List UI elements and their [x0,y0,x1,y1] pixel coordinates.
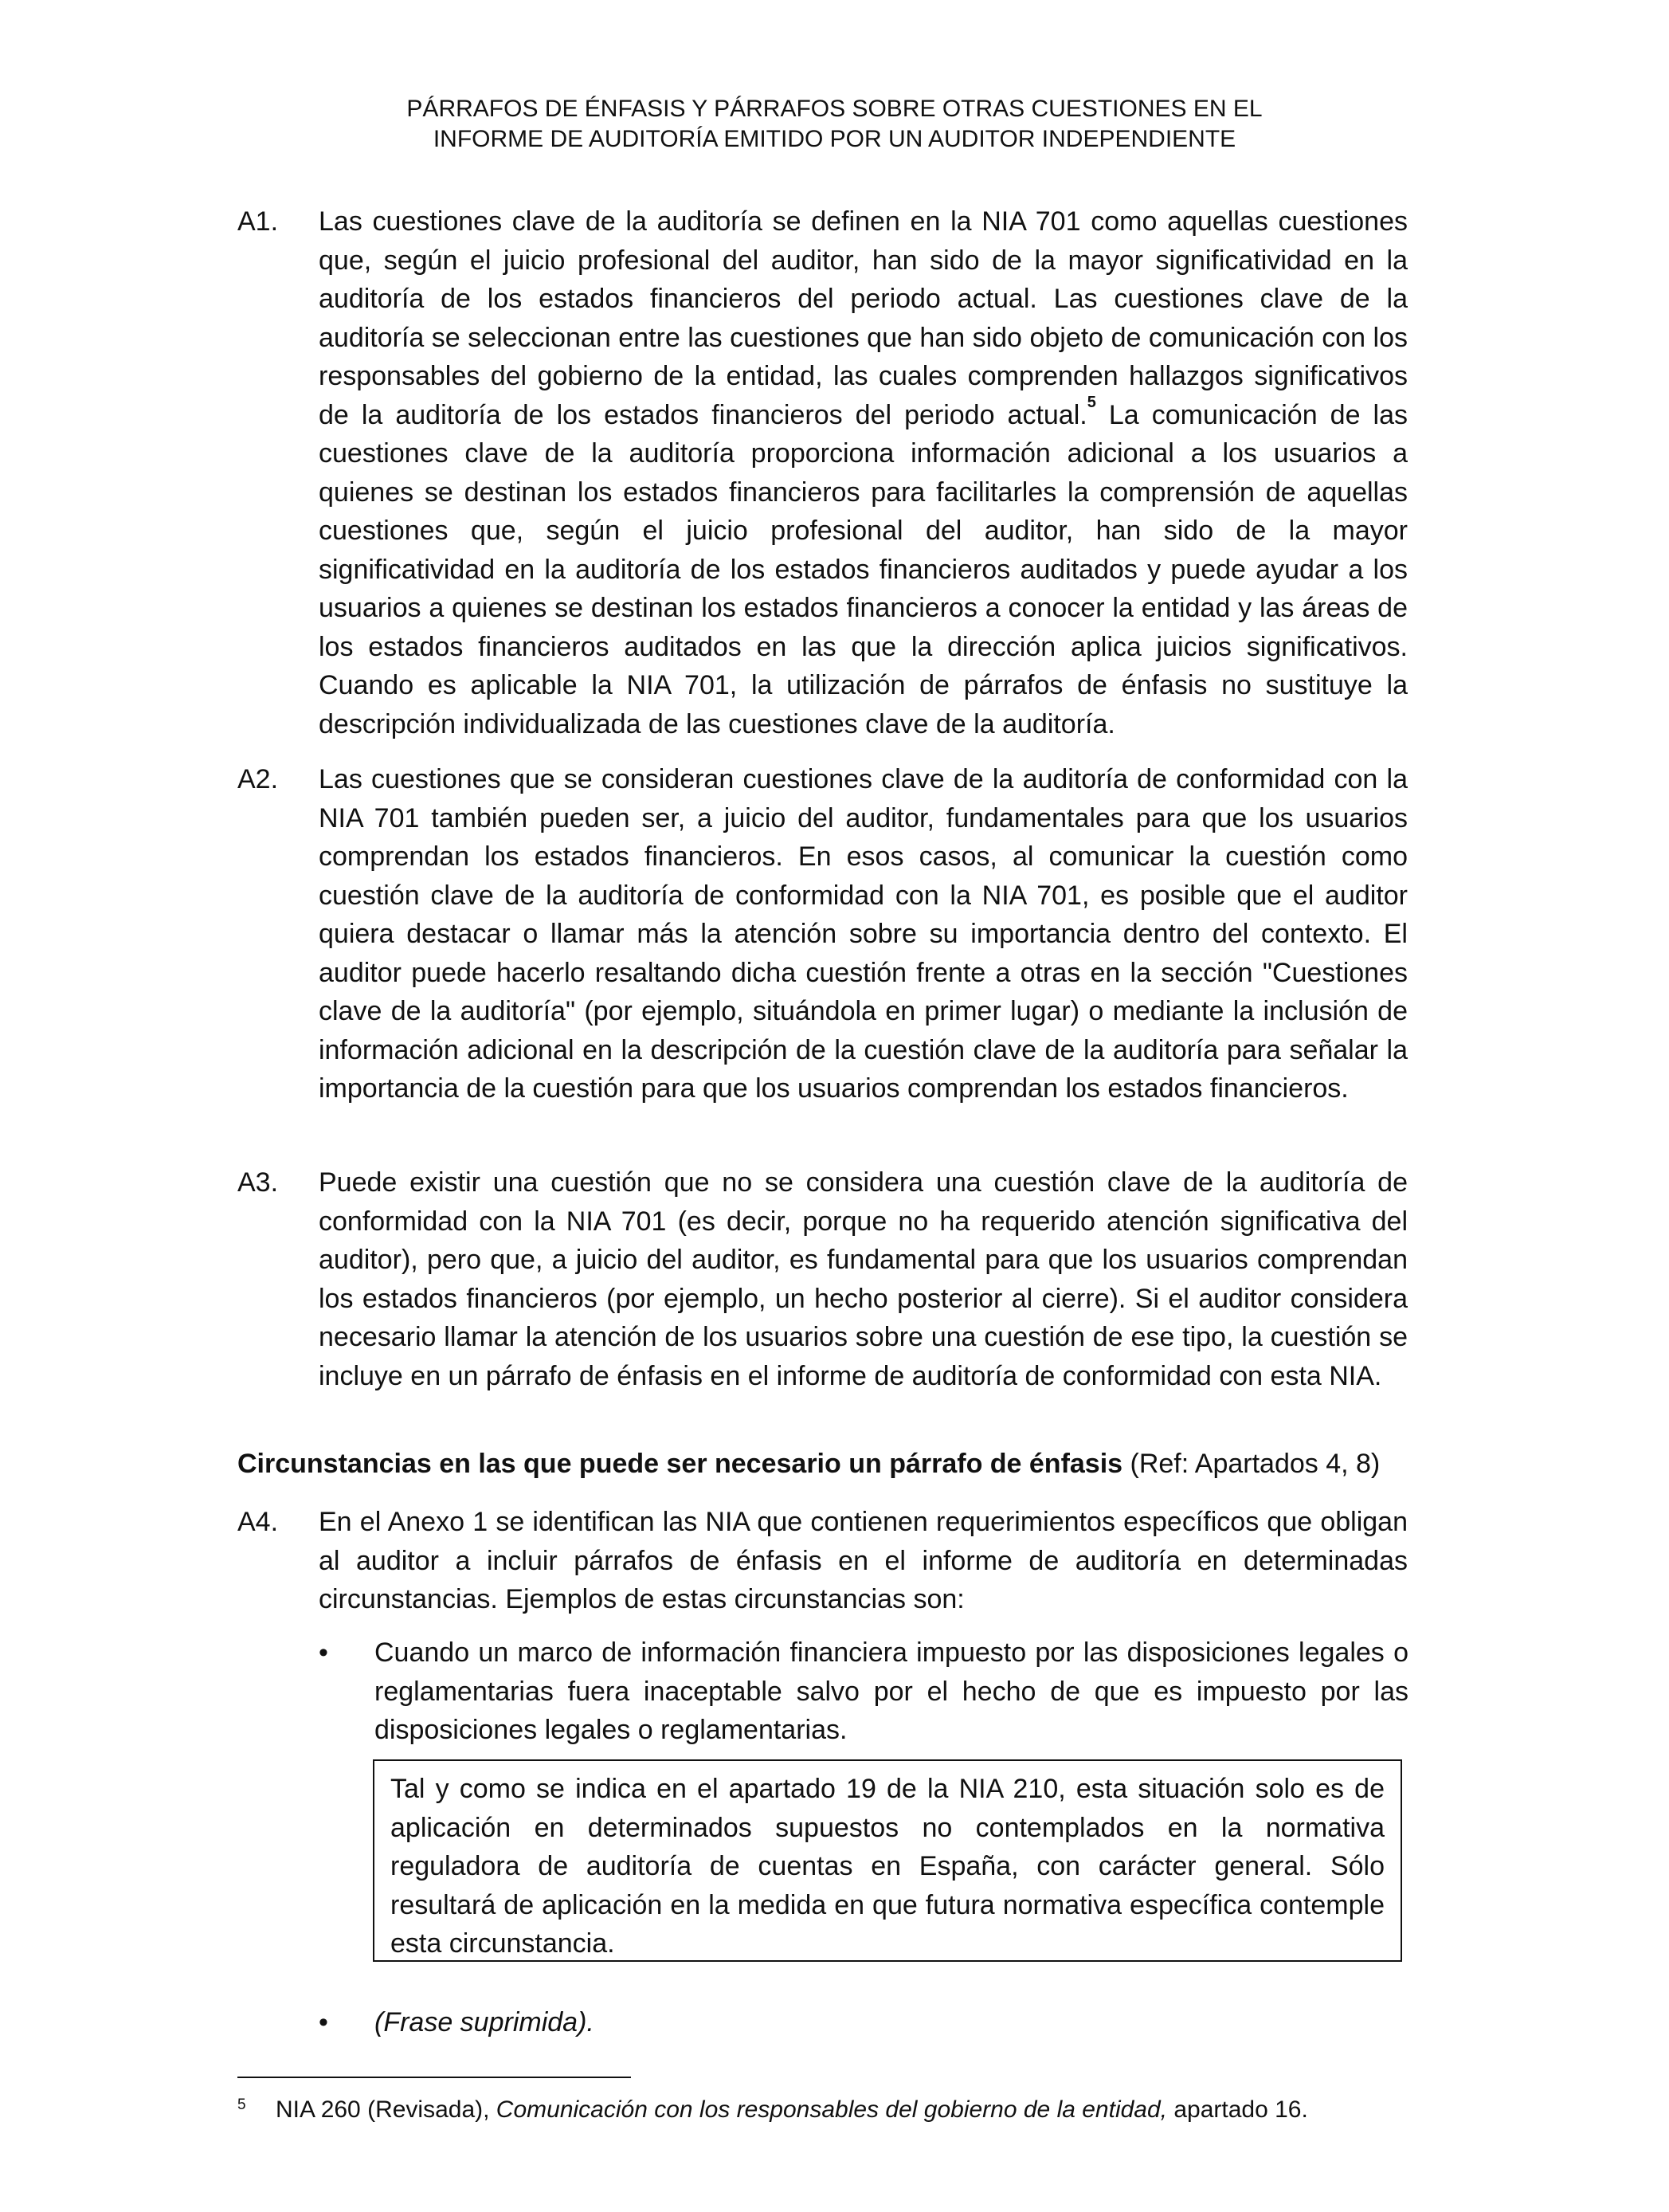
bullet-symbol: • [319,2007,328,2037]
paragraph-text [319,202,1408,743]
section-heading [237,1445,1380,1483]
section-heading-title: Circunstancias en las que puede ser necesario un párrafo de énfasis [237,1449,1123,1479]
bullet-text: (Frase suprimida). [374,2007,594,2037]
paragraph-text: En el Anexo 1 se identifican las NIA que contienen requerimientos específicos que obligan al auditor a incluir párrafos de énfasis en el informe de auditoría en determinadas circunstancias. Ejemplos de estas circunstancias son: [319,1507,1408,1614]
bullet-text: Cuando un marco de información financiera impuesto por las disposiciones legales o reglamentarias fuera inaceptable salvo por el hecho de que es impuesto por las disposiciones legales o reglamentarias. [374,1637,1408,1745]
footnote-number: 5 [237,2096,246,2113]
boxed-note: Tal y como se indica en el apartado 19 de la NIA 210, esta situación solo es de aplicación en determinados supuestos no contemplados en la normativa reguladora de auditoría de cuentas en España, con carácter general. Sólo resultará de aplicación en la medida en que futura normativa específica contemple esta circunstancia. [373,1759,1402,1962]
paragraph-number: A3. [237,1167,279,1198]
footnote-title: Comunicación con los responsables del gobierno de la entidad, [496,2096,1168,2123]
page-header [0,94,1669,155]
bullet-text-wrap [374,2003,1408,2042]
paragraph-text: Puede existir una cuestión que no se considera una cuestión clave de la auditoría de conformidad con la NIA 701 (es decir, porque no ha requerido atención significativa del auditor), pero que, a juicio del auditor, es fundamental para que los usuarios comprendan los estados financieros (por ejemplo, un hecho posterior al cierre). Si el auditor considera necesario llamar la atención de los usuarios sobre una cuestión de ese tipo, la cuestión se incluye en un párrafo de énfasis en el informe de auditoría de conformidad con esta NIA. [319,1167,1408,1391]
section-heading-reference: (Ref: Apartados 4, 8) [1122,1449,1381,1479]
paragraph-number: A2. [237,764,279,794]
header-line-2: INFORME DE AUDITORÍA EMITIDO POR UN AUDITOR INDEPENDIENTE [433,126,1236,152]
paragraph-text-part: Las cuestiones clave de la auditoría se definen en la NIA 701 como aquellas cuestiones que, según el juicio profesional del auditor, han sido de la mayor significatividad en la auditoría de los estados financieros del periodo actual. Las cuestiones clave de la auditoría se seleccionan entre las cuestiones que han sido objeto de comunicación con los responsables del gobierno de la entidad, las cuales comprenden hallazgos significativos de la auditoría de los estados financieros del periodo actual. [319,206,1408,430]
paragraph-text: Las cuestiones que se consideran cuestiones clave de la auditoría de conformidad con la NIA 701 también pueden ser, a juicio del auditor, fundamentales para que los usuarios comprendan los estados financieros. En esos casos, al comunicar la cuestión como cuestión clave de la auditoría de conformidad con la NIA 701, es posible que el auditor quiera destacar o llamar más la atención sobre su importancia dentro del contexto. El auditor puede hacerlo resaltando dicha cuestión frente a otras en la sección "Cuestiones clave de la auditoría" (por ejemplo, situándola en primer lugar) o mediante la inclusión de información adicional en la descripción de la cuestión clave de la auditoría para señalar la importancia de la cuestión para que los usuarios comprendan los estados financieros. [319,764,1408,1104]
footnote-text [276,2094,1308,2126]
paragraph-text-part: La comunicación de las cuestiones clave de la auditoría proporciona información adicional a los usuarios a quienes se destinan los estados financieros para facilitarles la comprensión de aquellas cuestiones que, según el juicio profesional del auditor, han sido de la mayor significatividad en la auditoría de los estados financieros auditados y puede ayudar a los usuarios a quienes se destinan los estados financieros a conocer la entidad y las áreas de los estados financieros auditados en las que la dirección aplica juicios significativos. Cuando es aplicable la NIA 701, la utilización de párrafos de énfasis no sustituye la descripción individualizada de las cuestiones clave de la auditoría. [319,399,1408,739]
bullet-symbol: • [319,1637,328,1668]
header-line-1: PÁRRAFOS DE ÉNFASIS Y PÁRRAFOS SOBRE OTRAS CUESTIONES EN EL [406,96,1263,122]
footnote-suffix: apartado 16. [1167,2096,1308,2123]
footnote-separator [237,2077,631,2078]
footnote-reference[interactable]: 5 [1087,393,1096,411]
footnote-prefix: NIA 260 (Revisada), [276,2096,496,2123]
paragraph-number: A4. [237,1507,279,1537]
paragraph-number: A1. [237,206,279,237]
